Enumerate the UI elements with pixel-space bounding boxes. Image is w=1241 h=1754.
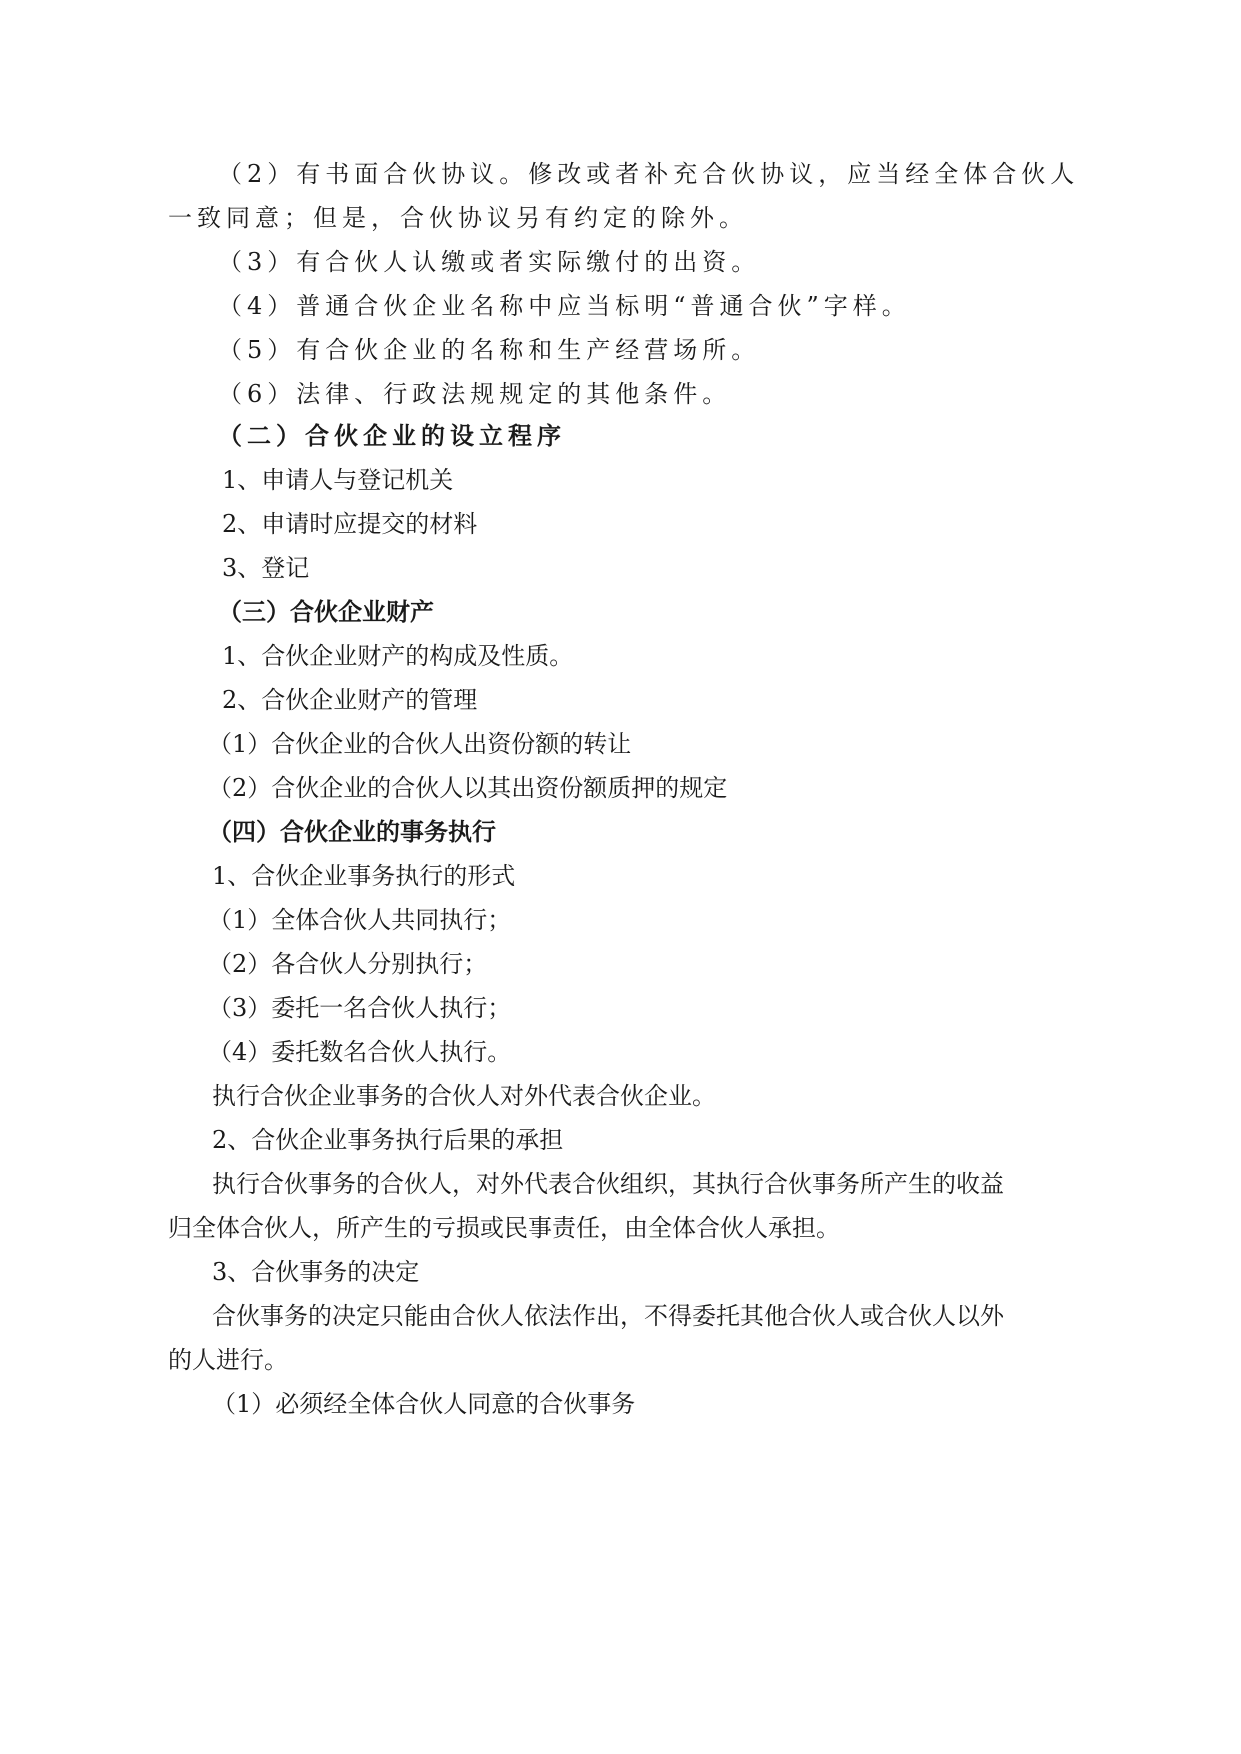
list-item: 3、合伙事务的决定 xyxy=(212,1258,420,1286)
paragraph-line: 合伙事务的决定只能由合伙人依法作出，不得委托其他合伙人或合伙人以外 xyxy=(212,1302,1004,1330)
paragraph-line: 执行合伙事务的合伙人，对外代表合伙组织，其执行合伙事务所产生的收益 xyxy=(212,1170,1004,1198)
paragraph-line: （6）法律、行政法规规定的其他条件。 xyxy=(218,380,732,408)
list-item: （1）合伙企业的合伙人出资份额的转让 xyxy=(208,730,632,758)
section-heading: （二）合伙企业的设立程序 xyxy=(218,421,566,450)
list-item: 1、合伙企业财产的构成及性质。 xyxy=(222,642,574,670)
paragraph-line: 归全体合伙人，所产生的亏损或民事责任，由全体合伙人承担。 xyxy=(168,1214,840,1242)
list-item: （1）必须经全体合伙人同意的合伙事务 xyxy=(212,1390,636,1418)
list-item: 2、申请时应提交的材料 xyxy=(222,510,478,538)
paragraph-line: （5）有合伙企业的名称和生产经营场所。 xyxy=(218,336,761,364)
paragraph-line: （4）普通合伙企业名称中应当标明“普通合伙”字样。 xyxy=(218,292,911,320)
section-heading: （三）合伙企业财产 xyxy=(218,597,434,626)
list-item: （2）合伙企业的合伙人以其出资份额质押的规定 xyxy=(208,774,728,802)
list-item: 3、登记 xyxy=(222,554,310,582)
list-item: （2）各合伙人分别执行； xyxy=(208,950,488,978)
list-item: （1）全体合伙人共同执行； xyxy=(208,906,512,934)
paragraph-line: （2）有书面合伙协议。修改或者补充合伙协议，应当经全体合伙人 xyxy=(218,160,1080,188)
list-item: 2、合伙企业事务执行后果的承担 xyxy=(212,1126,564,1154)
paragraph-line: 一致同意；但是，合伙协议另有约定的除外。 xyxy=(168,204,748,232)
paragraph-line: 的人进行。 xyxy=(168,1346,288,1374)
paragraph-line: （3）有合伙人认缴或者实际缴付的出资。 xyxy=(218,248,761,276)
section-heading: （四）合伙企业的事务执行 xyxy=(208,817,496,846)
list-item: 1、申请人与登记机关 xyxy=(222,466,454,494)
list-item: 1、合伙企业事务执行的形式 xyxy=(212,862,516,890)
list-item: 2、合伙企业财产的管理 xyxy=(222,686,478,714)
paragraph-line: 执行合伙企业事务的合伙人对外代表合伙企业。 xyxy=(212,1082,716,1110)
list-item: （4）委托数名合伙人执行。 xyxy=(208,1038,512,1066)
list-item: （3）委托一名合伙人执行； xyxy=(208,994,512,1022)
